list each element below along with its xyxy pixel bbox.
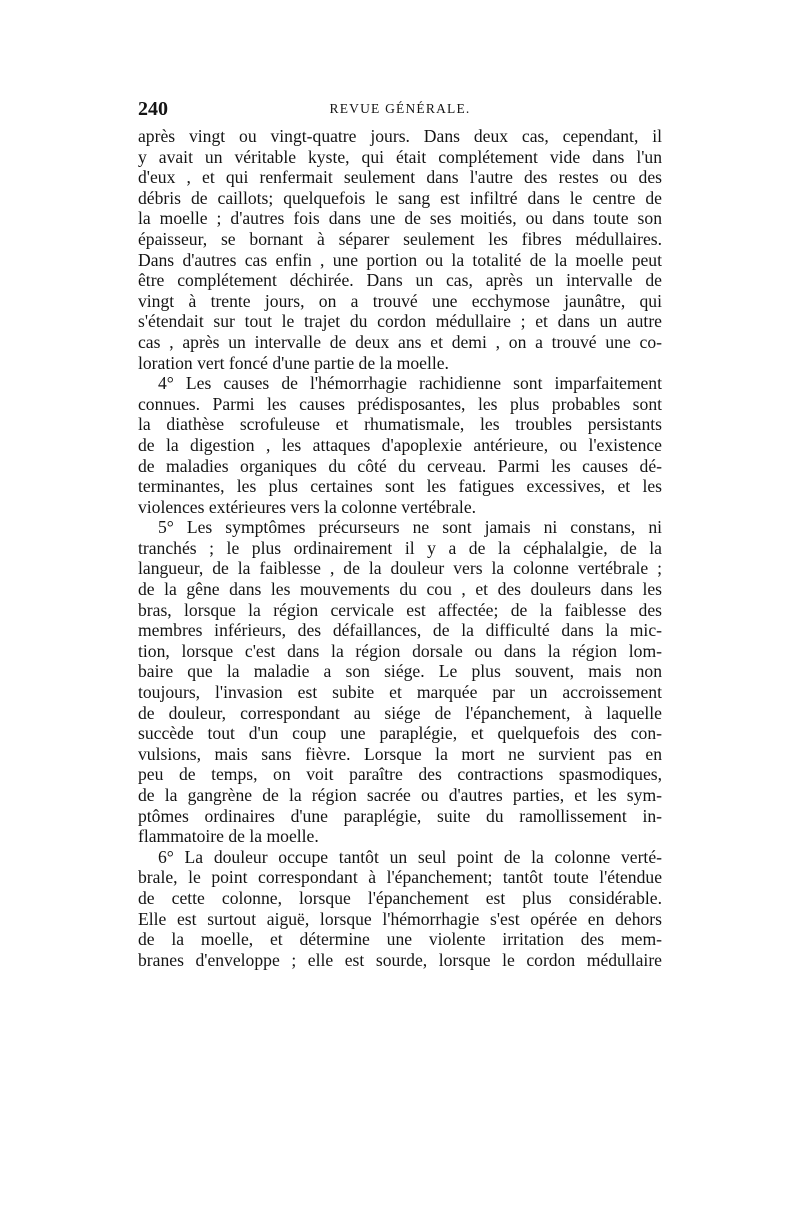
text-line: vulsions, mais sans fièvre. Lorsque la mort ne survient pas en (138, 743, 662, 764)
page-number: 240 (138, 98, 168, 120)
text-line: d'eux , et qui renfermait seulement dans l'autre des restes ou des (138, 167, 662, 188)
text-line: Elle est surtout aiguë, lorsque l'hémorrhagie s'est opérée en dehors (138, 908, 662, 929)
running-head (138, 96, 662, 126)
text-line: y avait un véritable kyste, qui était complétement vide dans l'un (138, 146, 662, 167)
running-title: REVUE GÉNÉRALE. (329, 101, 471, 116)
text-line: 6° La douleur occupe tantôt un seul point de la colonne verté- (158, 846, 662, 867)
text-line: de la digestion , les attaques d'apoplexie antérieure, ou l'existence (138, 434, 662, 455)
text-line: loration vert foncé d'une partie de la moelle. (138, 352, 449, 373)
text-line: toujours, l'invasion est subite et marquée par un accroissement (138, 682, 662, 703)
text-line: après vingt ou vingt-quatre jours. Dans deux cas, cependant, il (138, 126, 662, 146)
text-line: tion, lorsque c'est dans la région dorsale ou dans la région lom- (138, 640, 662, 661)
text-line: 4° Les causes de l'hémorrhagie rachidienne sont imparfaitement (158, 373, 662, 394)
text-line: tranchés ; le plus ordinairement il y a de la céphalalgie, de la (138, 537, 662, 558)
text-line: membres inférieurs, des défaillances, de la difficulté dans la mic- (138, 620, 662, 641)
text-line: de douleur, correspondant au siége de l'épanchement, à laquelle (138, 702, 662, 723)
text-line: peu de temps, on voit paraître des contractions spasmodiques, (138, 764, 662, 785)
text-line: branes d'enveloppe ; elle est sourde, lorsque le cordon médullaire (138, 949, 662, 970)
text-line: connues. Parmi les causes prédisposantes, les plus probables sont (138, 393, 662, 414)
text-line: être complétement déchirée. Dans un cas, après un intervalle de (138, 270, 662, 291)
text-line: de cette colonne, lorsque l'épanchement est plus considérable. (138, 887, 662, 908)
text-line: ptômes ordinaires d'une paraplégie, suite du ramollissement in- (138, 805, 662, 826)
text-line: terminantes, les plus certaines sont les fatigues excessives, et les (138, 476, 662, 497)
text-line: de maladies organiques du côté du cerveau. Parmi les causes dé- (138, 455, 662, 476)
text-line: s'étendait sur tout le trajet du cordon médullaire ; et dans un autre (138, 311, 662, 332)
text-line: de la gangrène de la région sacrée ou d'autres parties, et les sym- (138, 785, 662, 805)
book-page (138, 96, 662, 970)
text-line: 5° Les symptômes précurseurs ne sont jamais ni constans, ni (158, 517, 662, 538)
text-line: bras, lorsque la région cervicale est affectée; de la faiblesse des (138, 599, 662, 620)
text-line: brale, le point correspondant à l'épanchement; tantôt toute l'étendue (138, 867, 662, 888)
text-line: la moelle ; d'autres fois dans une de ses moitiés, ou dans toute son (138, 208, 662, 229)
body-text (138, 126, 662, 970)
text-line: de la gêne dans les mouvements du cou , et des douleurs dans les (138, 579, 662, 600)
text-line: de la moelle, et détermine une violente irritation des mem- (138, 929, 662, 950)
text-line: succède tout d'un coup une paraplégie, et quelquefois des con- (138, 723, 662, 744)
text-line: violences extérieures vers la colonne vertébrale. (138, 496, 477, 517)
text-line: épaisseur, se bornant à séparer seulement les fibres médullaires. (138, 228, 662, 249)
text-line: débris de caillots; quelquefois le sang est infiltré dans le centre de (138, 187, 662, 208)
text-line: flammatoire de la moelle. (138, 826, 319, 847)
text-line: Dans d'autres cas enfin , une portion ou la totalité de la moelle peut (138, 249, 662, 270)
text-line: baire que la maladie a son siége. Le plus souvent, mais non (138, 661, 662, 682)
text-line: vingt à trente jours, on a trouvé une ecchymose jaunâtre, qui (138, 290, 662, 311)
text-line: cas , après un intervalle de deux ans et demi , on a trouvé une co- (138, 331, 662, 352)
text-line: langueur, de la faiblesse , de la douleur vers la colonne vertébrale ; (138, 558, 662, 579)
text-line: la diathèse scrofuleuse et rhumatismale, les troubles persistants (138, 414, 662, 435)
